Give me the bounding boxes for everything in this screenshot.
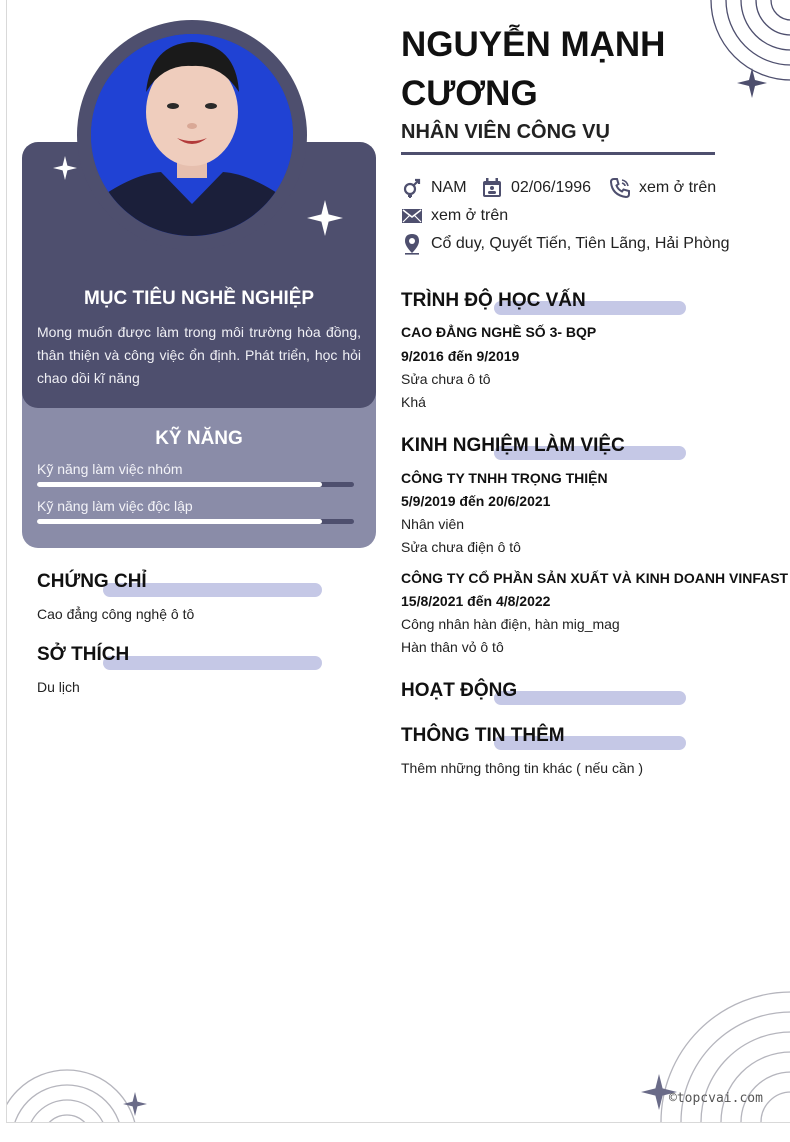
email-row — [401, 205, 508, 227]
heading-underline — [103, 656, 322, 670]
job-company: CÔNG TY CỔ PHẦN SẢN XUẤT VÀ KINH DOANH VINFAST — [401, 570, 789, 586]
hobby-item: Du lịch — [37, 679, 80, 695]
phone-value: xem ở trên — [639, 179, 717, 196]
job-role: Công nhân hàn điện, hàn mig_mag — [401, 616, 620, 632]
calendar-icon — [481, 177, 503, 199]
extra-info-text: Thêm những thông tin khác ( nếu cần ) — [401, 760, 644, 776]
gender-icon — [401, 177, 423, 199]
education-title: TRÌNH ĐỘ HỌC VẤN — [401, 290, 586, 311]
job-period: 15/8/2021 đến 4/8/2022 — [401, 593, 551, 609]
phone-row — [609, 177, 716, 199]
skill-bar — [37, 519, 354, 524]
job-period: 5/9/2019 đến 20/6/2021 — [401, 493, 551, 509]
sparkle-icon — [123, 1092, 147, 1116]
objective-text: Mong muốn được làm trong môi trường hòa đồng, thân thiện và công việc ổn định. Phát triển, học hỏi chao dồi kĩ năng — [37, 324, 361, 386]
sparkle-icon — [307, 200, 343, 236]
cv-page — [6, 0, 790, 1123]
experience-title: KINH NGHIỆM LÀM VIỆC — [401, 435, 625, 456]
job-desc: Sửa chưa điện ô tô — [401, 539, 521, 555]
skill-bar-fill — [37, 519, 322, 524]
job-desc: Hàn thân vỏ ô tô — [401, 639, 504, 655]
sparkle-icon — [737, 68, 767, 98]
watermark: ©topcvai.com — [669, 1091, 763, 1106]
job-title: NHÂN VIÊN CÔNG VỤ — [401, 121, 610, 143]
heading-underline — [494, 691, 686, 705]
certificate-item: Cao đẳng công nghệ ô tô — [37, 606, 195, 622]
skill-label: Kỹ năng làm việc độc lập — [37, 498, 193, 514]
gender-value: NAM — [431, 179, 467, 196]
skill-bar-fill — [37, 482, 322, 487]
birthday-value: 02/06/1996 — [511, 179, 592, 196]
education-grade: Khá — [401, 394, 426, 410]
full-name: NGUYỄN MẠNH CƯƠNG — [401, 25, 666, 113]
extra-info-title: THÔNG TIN THÊM — [401, 725, 565, 746]
sparkle-icon — [53, 156, 77, 180]
certificates-title: CHỨNG CHỈ — [37, 571, 147, 592]
education-period: 9/2016 đến 9/2019 — [401, 348, 520, 364]
skill-label: Kỹ năng làm việc nhóm — [37, 461, 183, 477]
location-icon — [401, 233, 423, 255]
email-icon — [401, 205, 423, 227]
activities-title: HOẠT ĐỘNG — [401, 680, 518, 701]
education-school: CAO ĐẲNG NGHỀ SỐ 3- BQP — [401, 324, 597, 340]
hobbies-title: SỞ THÍCH — [37, 644, 130, 665]
birthday-row — [481, 177, 591, 199]
education-major: Sửa chưa ô tô — [401, 371, 491, 387]
job-role: Nhân viên — [401, 516, 465, 532]
avatar — [91, 34, 293, 236]
phone-icon — [609, 177, 631, 199]
address-value: Cổ duy, Quyết Tiến, Tiên Lãng, Hải Phòng — [431, 235, 730, 252]
gender-row — [401, 177, 467, 199]
address-row — [401, 233, 730, 255]
job-title-underline — [401, 152, 715, 155]
email-value: xem ở trên — [431, 207, 509, 224]
job-company: CÔNG TY TNHH TRỌNG THIỆN — [401, 470, 608, 486]
skills-title: KỸ NĂNG — [155, 428, 243, 449]
objective-title: MỤC TIÊU NGHỀ NGHIỆP — [83, 288, 315, 309]
skill-bar — [37, 482, 354, 487]
